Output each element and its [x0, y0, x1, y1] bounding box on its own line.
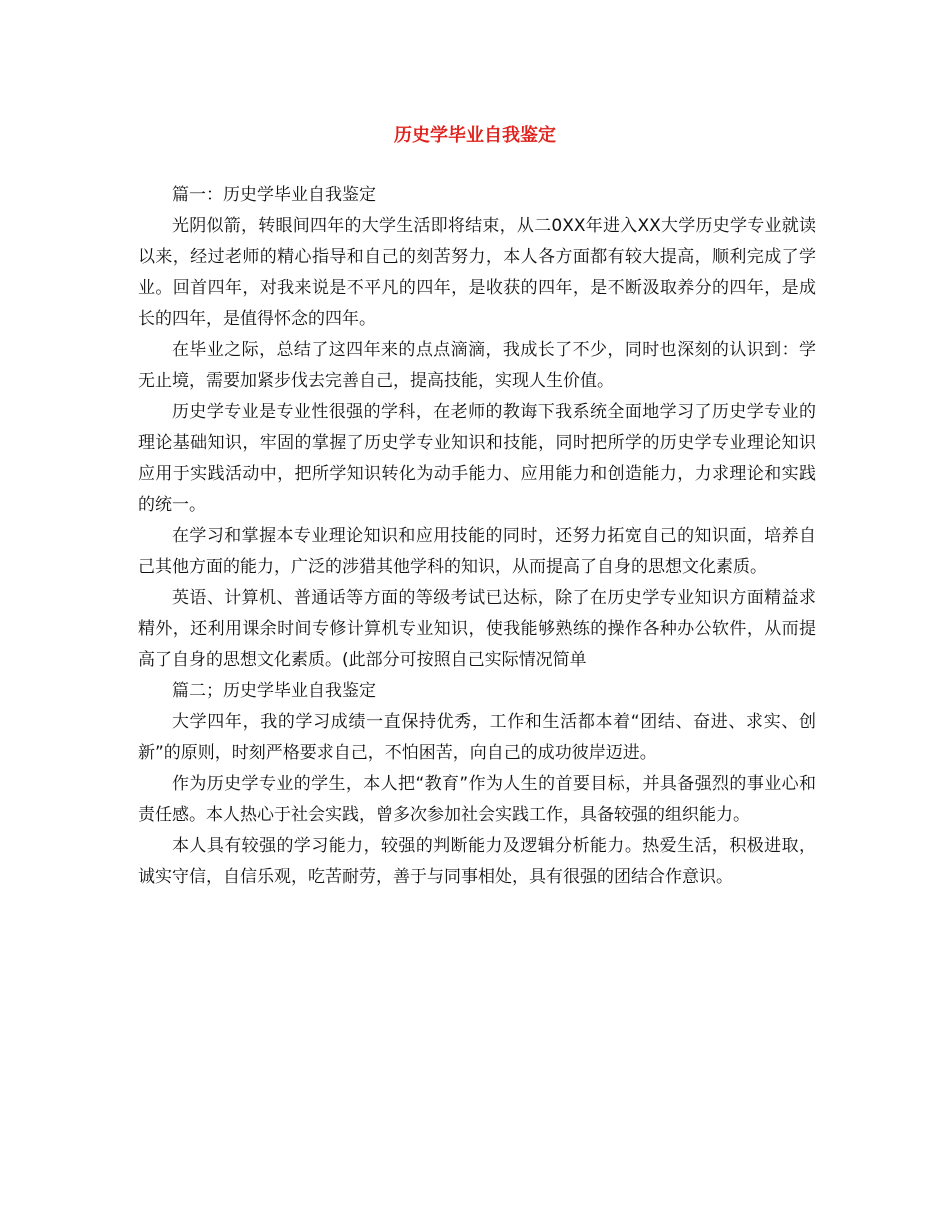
section-heading-1: 篇一：历史学毕业自我鉴定 [172, 185, 376, 205]
document-title: 历史学毕业自我鉴定 [394, 125, 556, 146]
section-heading-2: 篇二；历史学毕业自我鉴定 [172, 681, 376, 701]
paragraph: 作为历史学专业的学生，本人把“教育”作为人生的首要目标，并具备强烈的事业心和责任感。本人热心于社会实践，曾多次参加社会实践工作，具备较强的组织能力。 [138, 774, 816, 825]
paragraph: 大学四年，我的学习成绩一直保持优秀，工作和生活都本着“团结、奋进、求实、创新”的原则，时刻严格要求自己，不怕困苦，向自己的成功彼岸迈进。 [138, 712, 816, 763]
paragraph: 在学习和掌握本专业理论知识和应用技能的同时，还努力拓宽自己的知识面，培养自己其他方面的能力，广泛的涉猎其他学科的知识，从而提高了自身的思想文化素质。 [138, 526, 816, 577]
paragraph: 在毕业之际，总结了这四年来的点点滴滴，我成长了不少，同时也深刻的认识到：学无止境，需要加紧步伐去完善自己，提高技能，实现人生价值。 [138, 340, 816, 391]
document-body [138, 180, 816, 893]
paragraph: 光阴似箭，转眼间四年的大学生活即将结束，从二0XX年进入XX大学历史学专业就读以来，经过老师的精心指导和自己的刻苦努力，本人各方面都有较大提高，顺利完成了学业。回首四年，对我来说是不平凡的四年，是收获的四年，是不断汲取养分的四年，是成长的四年，是值得怀念的四年。 [138, 216, 816, 329]
paragraph: 历史学专业是专业性很强的学科，在老师的教诲下我系统全面地学习了历史学专业的理论基础知识，牢固的掌握了历史学专业知识和技能，同时把所学的历史学专业理论知识应用于实践活动中，把所学知识转化为动手能力、应用能力和创造能力，力求理论和实践的统一。 [138, 402, 816, 515]
paragraph: 本人具有较强的学习能力，较强的判断能力及逻辑分析能力。热爱生活，积极进取，诚实守信，自信乐观，吃苦耐劳，善于与同事相处，具有很强的团结合作意识。 [138, 836, 816, 887]
paragraph: 英语、计算机、普通话等方面的等级考试已达标，除了在历史学专业知识方面精益求精外，还利用课余时间专修计算机专业知识，使我能够熟练的操作各种办公软件，从而提高了自身的思想文化素质。(此部分可按照自己实际情况简单 [138, 588, 816, 670]
